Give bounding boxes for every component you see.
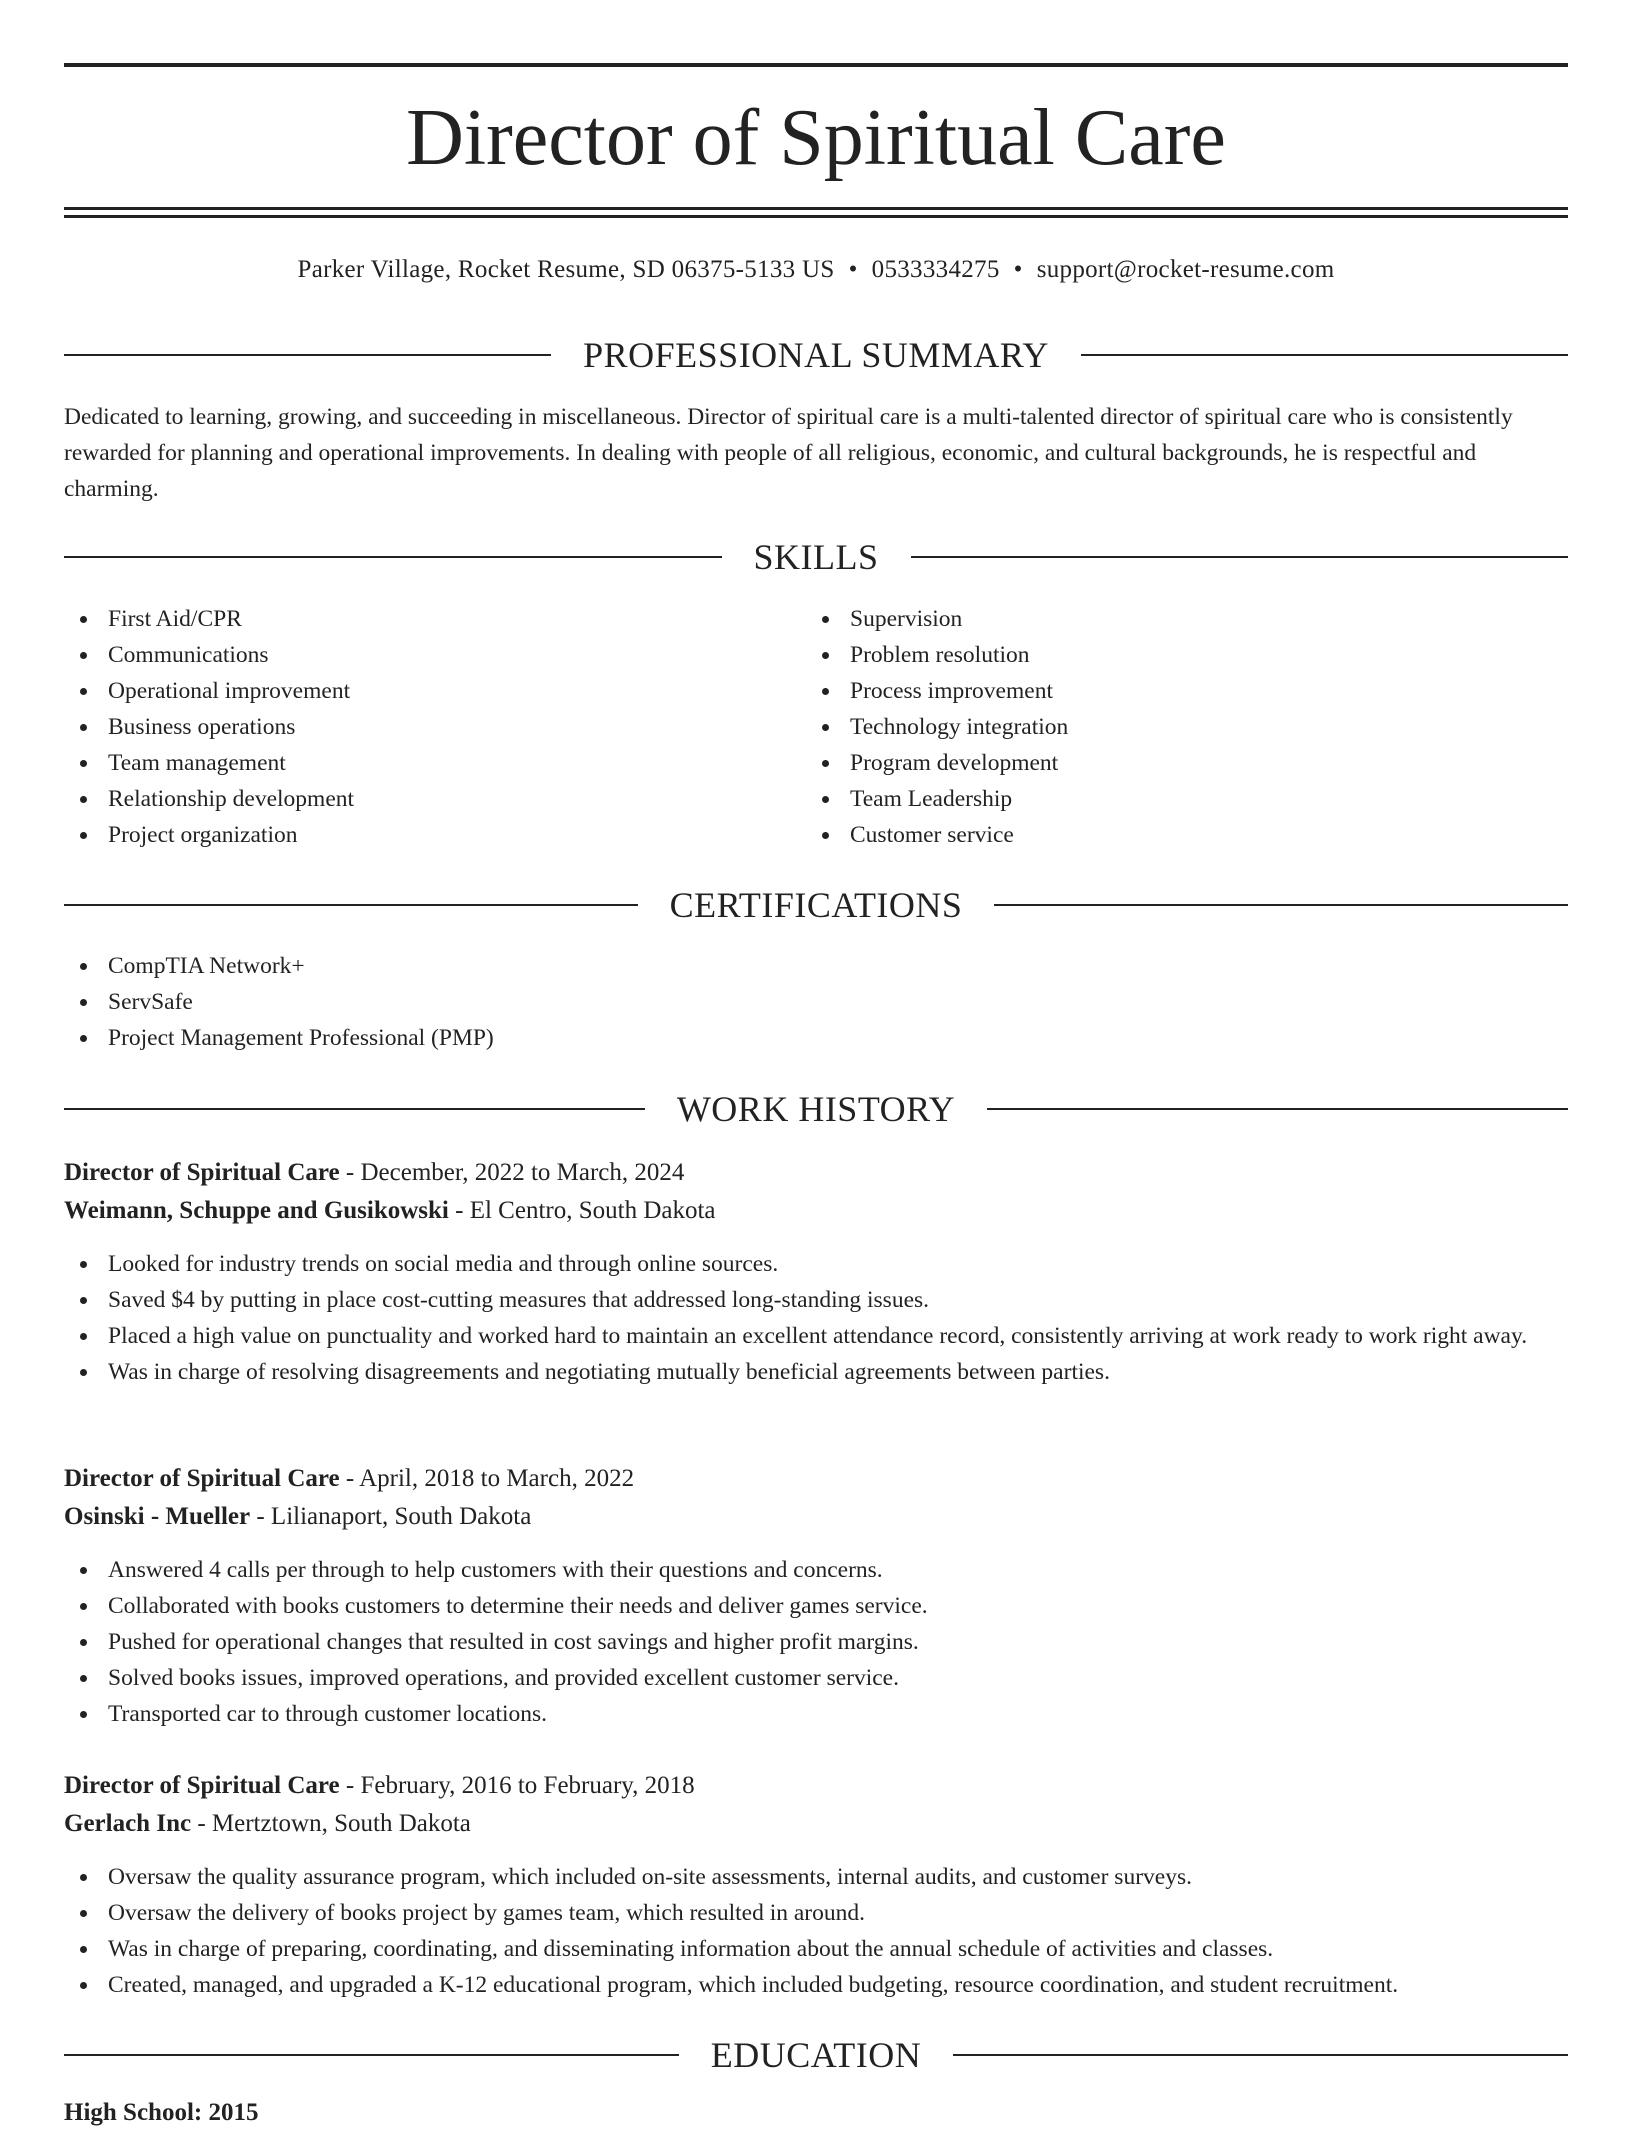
job-title: Director of Spiritual Care [64,1465,340,1492]
divider [1081,354,1568,356]
job-company-line [64,1498,1568,1536]
section-title: CERTIFICATIONS [669,885,963,925]
job-company-line [64,1192,1568,1230]
job-bullet: Answered 4 calls per through to help customers with their questions and concerns. [64,1552,1568,1588]
job-bullet: Placed a high value on punctuality and worked hard to maintain an excellent attendance record, consistently arriving at work ready to work right away. [64,1318,1568,1354]
skill-item: Project organization [64,817,764,853]
divider [64,904,638,906]
job-bullet: Created, managed, and upgraded a K-12 educational program, which included budgeting, resource coordination, and student recruitment. [64,1967,1568,2003]
job-company-line [64,1805,1568,1843]
contact-separator: • [848,256,858,283]
job-bullet: Oversaw the quality assurance program, which included on-site assessments, internal audits, and customer surveys. [64,1859,1568,1895]
skill-item: Team management [64,745,764,781]
certifications-heading [64,883,1568,927]
job-bullet: Solved books issues, improved operations, and provided excellent customer service. [64,1660,1568,1696]
job-bullet: Was in charge of preparing, coordinating, and disseminating information about the annual schedule of activities and classes. [64,1931,1568,1967]
job-location: - El Centro, South Dakota [448,1197,716,1224]
divider [987,1108,1568,1110]
summary-text: Dedicated to learning, growing, and succeeding in miscellaneous. Director of spiritual care is a multi-talented director of spiritual care who is consistently rewarded for planning and operational improvements. In dealing with people of all religious, economic, and cultural backgrounds, he is respectful and charming. [64,404,1513,502]
job-bullets [64,1552,1568,1732]
skill-item: Team Leadership [806,781,1506,817]
job-location: - Lilianaport, South Dakota [250,1503,532,1530]
certification-item: CompTIA Network+ [64,948,1064,984]
job-dates: - December, 2022 to March, 2024 [339,1159,685,1186]
divider [911,556,1569,558]
education-entry [64,2094,258,2132]
certification-item: Project Management Professional (PMP) [64,1020,1064,1056]
job-dates: - April, 2018 to March, 2022 [339,1465,635,1492]
contact-separator: • [1013,256,1023,283]
job-entry [64,1767,1568,2003]
job-company: Osinski - Mueller [64,1503,251,1530]
divider [64,354,551,356]
job-bullets [64,1859,1568,2003]
contact-email[interactable]: support@rocket-resume.com [1036,256,1335,283]
resume-title: Director of Spiritual Care [406,94,1226,182]
divider [64,2054,679,2056]
job-entry [64,1460,1568,1732]
top-rule [64,63,1568,67]
job-title-line [64,1460,1568,1498]
certification-item: ServSafe [64,984,1064,1020]
job-title: Director of Spiritual Care [64,1772,340,1799]
double-rule [64,207,1568,218]
job-entry [64,1154,1568,1390]
skill-item: Business operations [64,709,764,745]
job-title-line [64,1154,1568,1192]
job-dates: - February, 2016 to February, 2018 [339,1772,695,1799]
job-bullets [64,1246,1568,1390]
divider [953,2054,1568,2056]
job-title: Director of Spiritual Care [64,1159,340,1186]
divider [994,904,1568,906]
summary-heading [64,333,1568,377]
job-bullet: Transported car to through customer locations. [64,1696,1568,1732]
skill-item: Program development [806,745,1506,781]
skill-item: Customer service [806,817,1506,853]
section-title: PROFESSIONAL SUMMARY [583,335,1049,375]
work-history-heading [64,1087,1568,1131]
skill-item: Technology integration [806,709,1506,745]
skill-item: Process improvement [806,673,1506,709]
job-company: Gerlach Inc [64,1810,192,1837]
job-title-line [64,1767,1568,1805]
job-bullet: Collaborated with books customers to determine their needs and deliver games service. [64,1588,1568,1624]
skill-item: Problem resolution [806,637,1506,673]
certifications-list [64,948,1064,1056]
skill-item: First Aid/CPR [64,601,764,637]
education-school: High School: 2015 [64,2099,259,2126]
section-title: WORK HISTORY [676,1089,956,1129]
skills-list-right [806,601,1506,853]
job-location: - Mertztown, South Dakota [191,1810,471,1837]
divider [64,1108,645,1110]
skill-item: Supervision [806,601,1506,637]
job-bullet: Looked for industry trends on social media and through online sources. [64,1246,1568,1282]
job-company: Weimann, Schuppe and Gusikowski [64,1197,449,1224]
section-title: SKILLS [753,537,879,577]
contact-phone: 0533334275 [871,256,1000,283]
job-bullet: Was in charge of resolving disagreements and negotiating mutually beneficial agreements between parties. [64,1354,1568,1390]
job-bullet: Pushed for operational changes that resulted in cost savings and higher profit margins. [64,1624,1568,1660]
divider [64,556,722,558]
skill-item: Communications [64,637,764,673]
skills-list-left [64,601,764,853]
section-title: EDUCATION [710,2035,922,2075]
job-bullet: Oversaw the delivery of books project by games team, which resulted in around. [64,1895,1568,1931]
contact-line [64,253,1568,287]
skills-heading [64,535,1568,579]
skill-item: Relationship development [64,781,764,817]
job-bullet: Saved $4 by putting in place cost-cutting measures that addressed long-standing issues. [64,1282,1568,1318]
skill-item: Operational improvement [64,673,764,709]
contact-address: Parker Village, Rocket Resume, SD 06375-5133 US [297,256,835,283]
education-heading [64,2033,1568,2077]
